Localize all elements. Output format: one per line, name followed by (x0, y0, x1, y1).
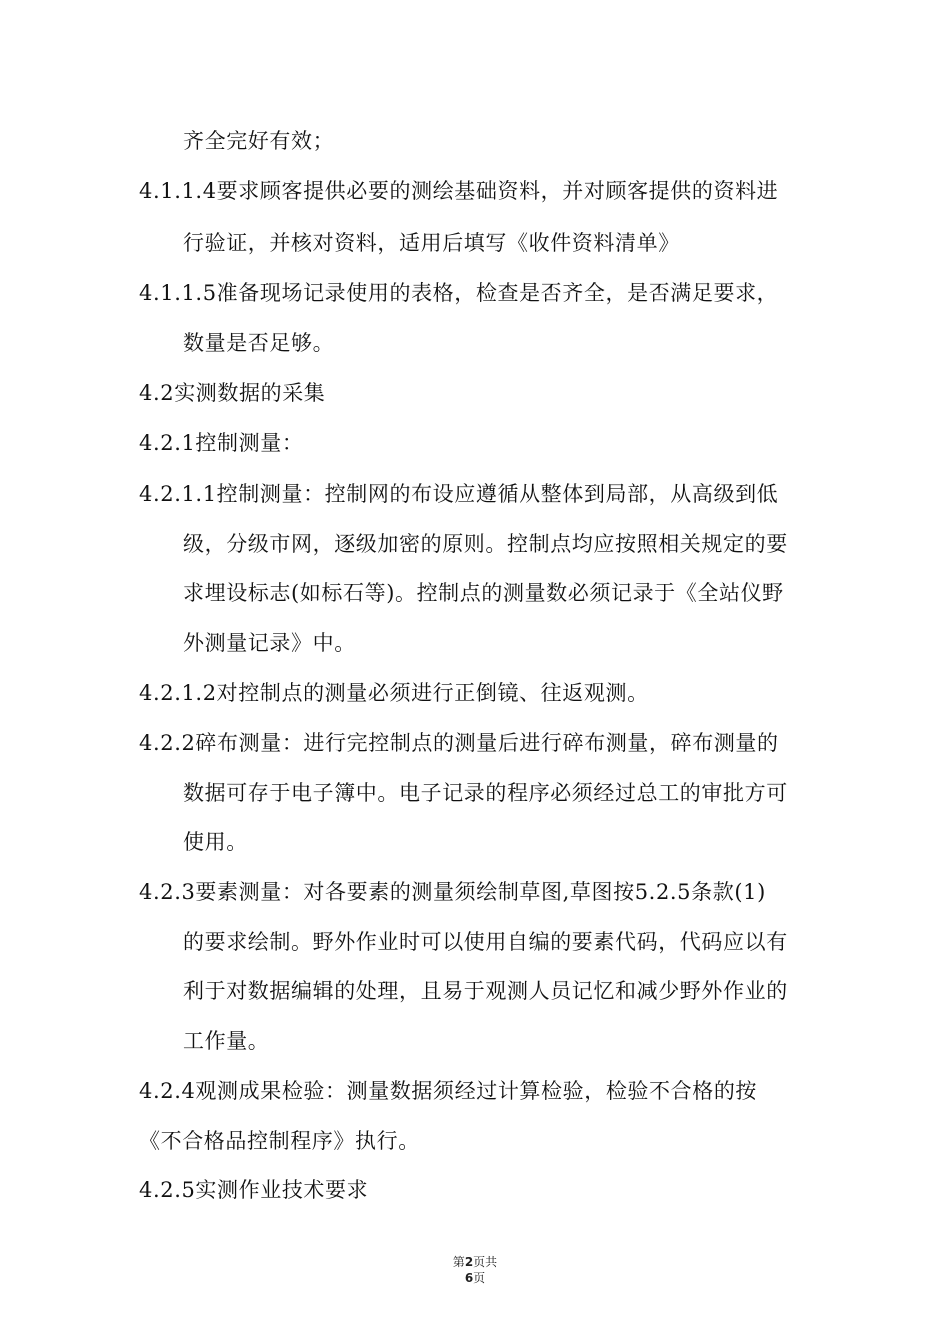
text-line: 级，分级市网，逐级加密的原则。控制点均应按照相关规定的要 (183, 532, 788, 556)
text-line: 4.2.4观测成果检验：测量数据须经过计算检验，检验不合格的按 (139, 1079, 758, 1103)
text-line: 4.1.1.5准备现场记录使用的表格，检查是否齐全，是否满足要求， (139, 281, 779, 305)
footer-suffix: 页 (473, 1271, 486, 1285)
text-line: 使用。 (183, 830, 248, 854)
text-line: 4.2.1.1控制测量：控制网的布设应遵循从整体到局部，从高级到低 (139, 482, 779, 506)
text-line: 《不合格品控制程序》执行。 (139, 1129, 420, 1153)
text-line: 数量是否足够。 (183, 331, 335, 355)
footer-middle: 页共 (473, 1255, 498, 1269)
text-line: 4.2.3要素测量：对各要素的测量须绘制草图,草图按5.2.5条款(1) (139, 880, 766, 904)
subsection-heading: 4.2.1控制测量： (139, 431, 304, 455)
text-line: 数据可存于电子簿中。电子记录的程序必须经过总工的审批方可 (183, 781, 788, 805)
text-line: 的要求绘制。野外作业时可以使用自编的要素代码，代码应以有 (183, 930, 788, 954)
text-line: 外测量记录》中。 (183, 631, 356, 655)
text-line: 4.2.1.2对控制点的测量必须进行正倒镜、往返观测。 (139, 681, 649, 705)
text-line: 4.2.2碎布测量：进行完控制点的测量后进行碎布测量，碎布测量的 (139, 731, 779, 755)
footer-total-pages: 6 (464, 1271, 474, 1285)
page-footer-line-2 (0, 1271, 950, 1286)
text-line: 工作量。 (183, 1029, 270, 1053)
footer-prefix: 第 (452, 1255, 465, 1269)
text-line: 4.1.1.4要求顾客提供必要的测绘基础资料，并对顾客提供的资料进 (139, 179, 779, 203)
page-footer (0, 1255, 950, 1270)
section-heading: 4.2实测数据的采集 (139, 381, 326, 405)
text-line: 齐全完好有效； (183, 129, 335, 153)
footer-current-page: 2 (464, 1255, 474, 1269)
text-line: 求埋设标志(如标石等)。控制点的测量数必须记录于《全站仪野 (183, 581, 784, 605)
text-line: 利于对数据编辑的处理，且易于观测人员记忆和减少野外作业的 (183, 979, 788, 1003)
text-line: 行验证，并核对资料，适用后填写《收件资料清单》 (183, 231, 680, 255)
subsection-heading: 4.2.5实测作业技术要求 (139, 1178, 369, 1202)
